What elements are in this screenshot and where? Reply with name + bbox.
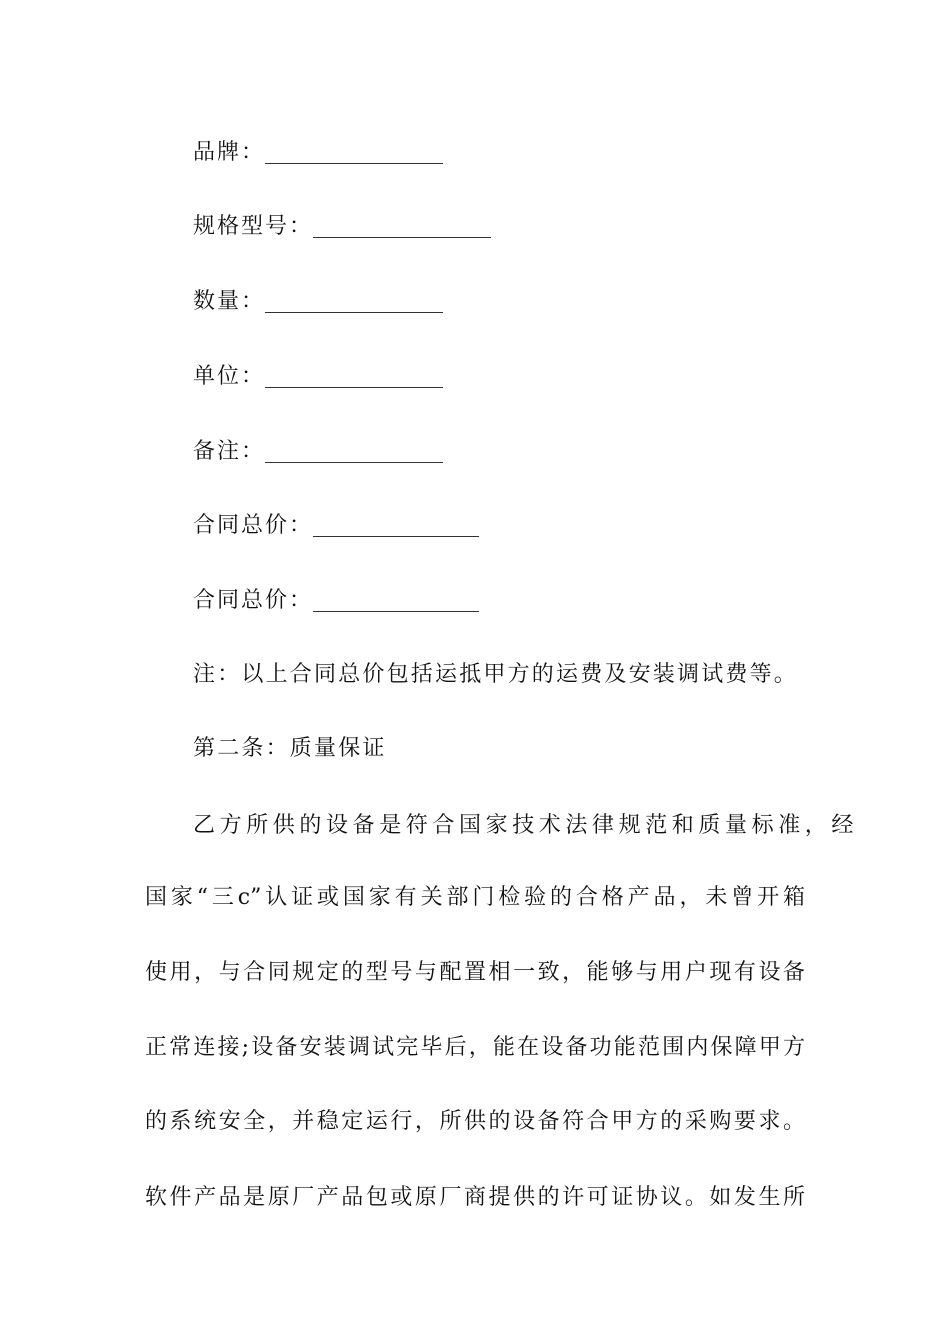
field-total-price-2: [193, 586, 479, 616]
paragraph-line: 国家“三c”认证或国家有关部门检验的合格产品，未曾开箱: [145, 885, 805, 910]
field-label: 合同总价：: [193, 513, 314, 538]
blank-line: [313, 589, 479, 612]
section-title: 第二条：质量保证: [193, 736, 387, 761]
blank-line: [265, 290, 443, 313]
blank-line: [313, 514, 479, 537]
blank-line: [265, 365, 443, 388]
field-model: [193, 212, 491, 242]
paragraph-line: 使用，与合同规定的型号与配置相一致，能够与用户现有设备: [145, 960, 805, 985]
field-label: 品牌：: [193, 140, 266, 165]
field-total-price: [193, 511, 479, 541]
field-label: 规格型号：: [193, 214, 314, 239]
blank-line: [265, 440, 443, 463]
field-label: 合同总价：: [193, 588, 314, 613]
field-unit: [193, 362, 443, 392]
field-remarks: [193, 437, 443, 467]
blank-line: [265, 141, 443, 164]
paragraph-line: 乙方所供的设备是符合国家技术法律规范和质量标准，经: [193, 813, 859, 838]
field-label: 数量：: [193, 289, 266, 314]
field-quantity: [193, 287, 443, 317]
price-note: 注：以上合同总价包括运抵甲方的运费及安装调试费等。: [193, 662, 799, 687]
paragraph-line: 软件产品是原厂产品包或原厂商提供的许可证协议。如发生所: [145, 1185, 805, 1210]
paragraph-line: 的系统安全，并稳定运行，所供的设备符合甲方的采购要求。: [145, 1109, 805, 1134]
blank-line: [313, 215, 491, 238]
field-brand: [193, 138, 443, 168]
field-label: 单位：: [193, 364, 266, 389]
field-label: 备注：: [193, 439, 266, 464]
paragraph-line: 正常连接;设备安装调试完毕后，能在设备功能范围内保障甲方: [145, 1035, 805, 1060]
